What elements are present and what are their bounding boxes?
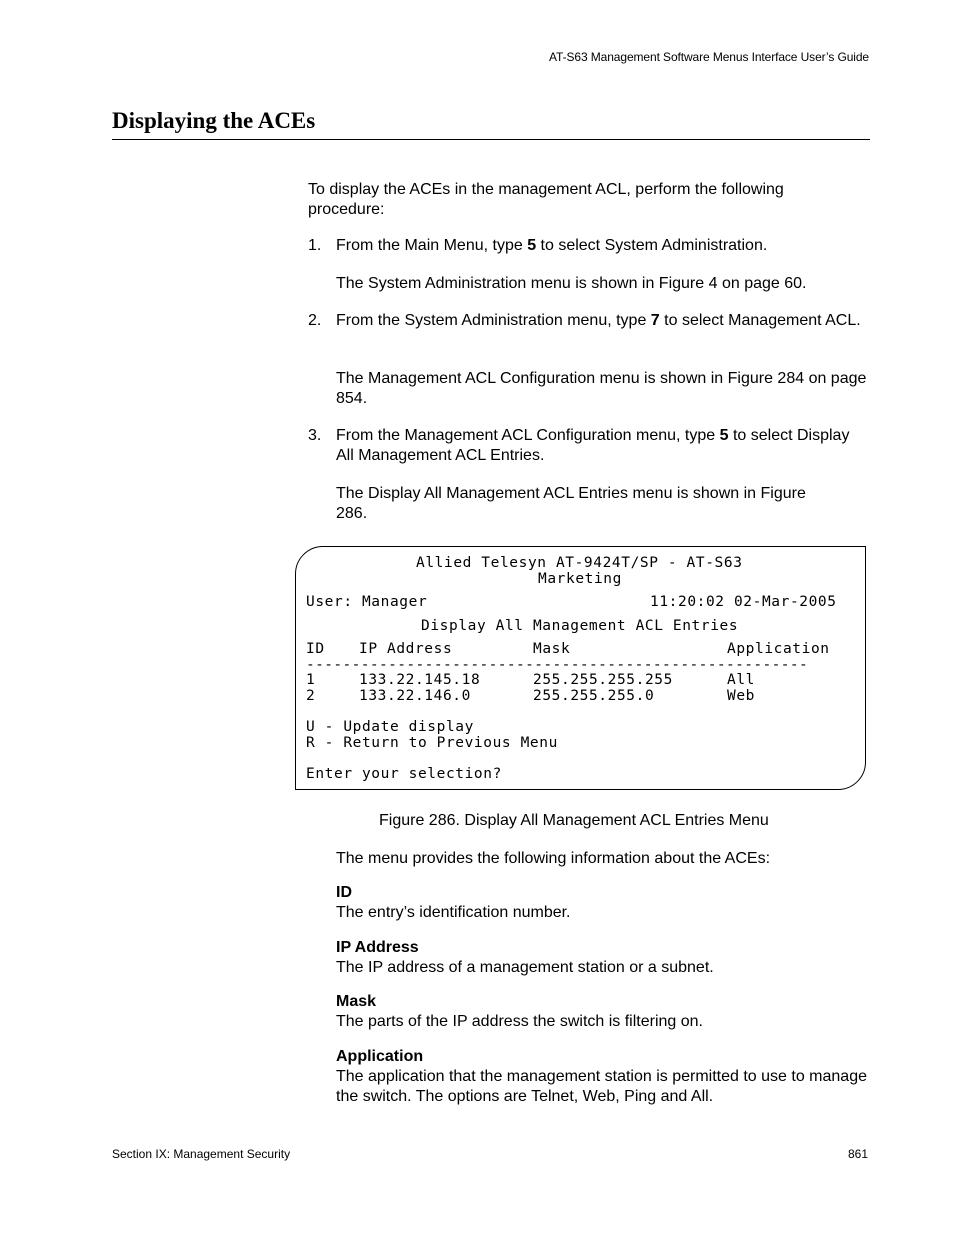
menu-option-return: R - Return to Previous Menu <box>306 735 558 751</box>
title-rule <box>112 139 870 140</box>
menu-intro: The menu provides the following information about the ACEs: <box>336 850 771 867</box>
column-header-id: ID <box>306 641 325 657</box>
term-entry <box>336 992 868 1032</box>
terminal-user: User: Manager <box>306 594 428 610</box>
column-header-application: Application <box>727 641 830 657</box>
table-row-mask: 255.255.255.255 <box>533 672 673 688</box>
column-header-ip: IP Address <box>359 641 453 657</box>
step-number: 3. <box>308 427 322 444</box>
terminal-menu-title: Display All Management ACL Entries <box>421 618 739 634</box>
terminal-title: Allied Telesyn AT-9424T/SP - AT-S63 <box>416 555 743 571</box>
term-entry <box>336 938 868 978</box>
terminal-datetime: 11:20:02 02-Mar-2005 <box>650 594 837 610</box>
table-row-id: 1 <box>306 672 316 688</box>
terminal-prompt: Enter your selection? <box>306 766 502 782</box>
step-key: 5 <box>719 427 729 444</box>
column-header-mask: Mask <box>533 641 571 657</box>
step-note: The Management ACL Configuration menu is shown in Figure 284 on page 854. <box>336 370 867 407</box>
term-entry <box>336 1047 868 1107</box>
step-number: 1. <box>308 237 322 254</box>
menu-option-update: U - Update display <box>306 719 474 735</box>
term-description: The IP address of a management station or a subnet. <box>336 959 714 976</box>
step-note: The Display All Management ACL Entries menu is shown in Figure 286. <box>336 485 806 522</box>
step-text: From the Main Menu, type 5 to select System Administration. <box>336 237 768 254</box>
table-row-ip: 133.22.145.18 <box>359 672 481 688</box>
term-description: The entry’s identification number. <box>336 904 571 921</box>
term-name: ID <box>336 884 352 901</box>
terminal-screen <box>295 546 866 790</box>
term-name: IP Address <box>336 939 419 956</box>
step-note: The System Administration menu is shown in Figure 4 on page 60. <box>336 275 807 292</box>
table-row-application: All <box>727 672 755 688</box>
table-row-application: Web <box>727 688 755 704</box>
figure-caption: Figure 286. Display All Management ACL Entries Menu <box>379 812 769 829</box>
table-row-id: 2 <box>306 688 316 704</box>
term-entry <box>336 883 868 923</box>
terminal-system-name: Marketing <box>538 571 622 587</box>
step-text: From the Management ACL Configuration menu, type 5 to select Display All Management ACL Entries. <box>336 427 850 464</box>
term-description: The application that the management station is permitted to use to manage the switch. The options are Telnet, Web, Ping and All. <box>336 1068 867 1105</box>
step-key: 7 <box>650 312 660 329</box>
table-row-ip: 133.22.146.0 <box>359 688 471 704</box>
term-name: Application <box>336 1048 424 1065</box>
step-number: 2. <box>308 312 322 329</box>
intro-paragraph: To display the ACEs in the management ACL, perform the following procedure: <box>308 181 784 218</box>
page-number: 861 <box>847 1147 868 1161</box>
terminal-separator: ------------------------------------------------------- <box>306 657 809 673</box>
step-key: 5 <box>527 237 537 254</box>
term-description: The parts of the IP address the switch is filtering on. <box>336 1013 703 1030</box>
term-name: Mask <box>336 993 377 1010</box>
table-row-mask: 255.255.255.0 <box>533 688 655 704</box>
footer-section: Section IX: Management Security <box>112 1147 291 1161</box>
running-header: AT-S63 Management Software Menus Interface User’s Guide <box>549 50 869 64</box>
section-title: Displaying the ACEs <box>112 108 316 133</box>
step-text: From the System Administration menu, type 7 to select Management ACL. <box>336 312 861 329</box>
